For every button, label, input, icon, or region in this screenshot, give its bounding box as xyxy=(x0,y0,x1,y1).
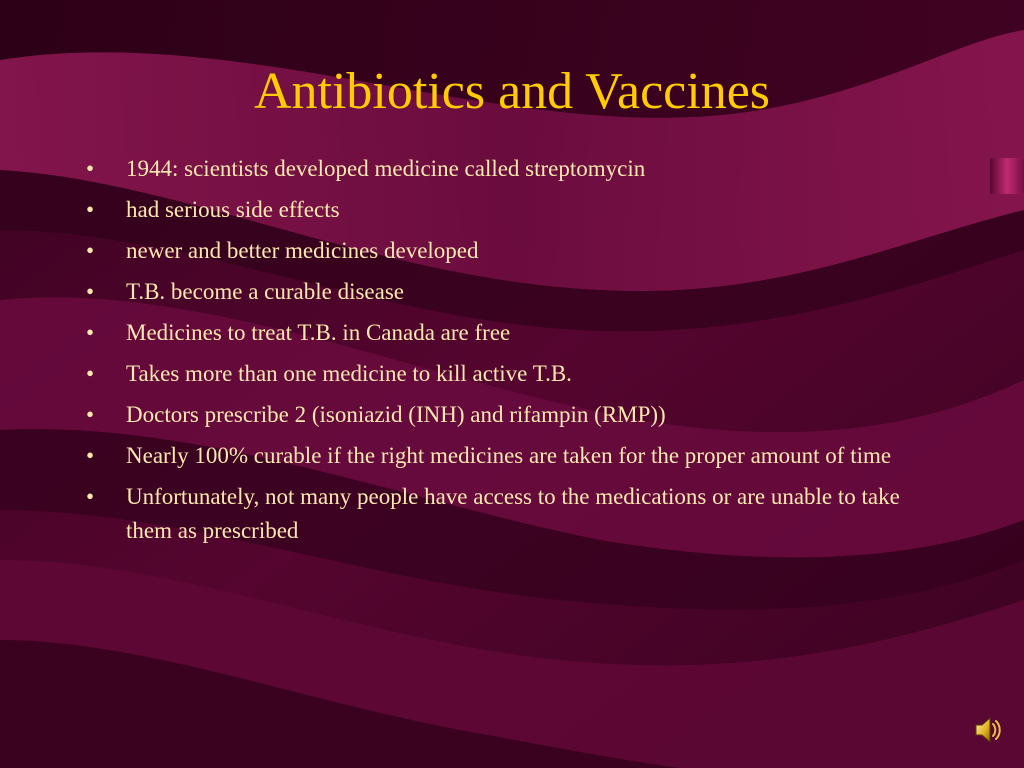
bullet-text: Medicines to treat T.B. in Canada are free xyxy=(126,320,511,345)
bullet-item xyxy=(86,480,926,548)
audio-play-button[interactable] xyxy=(970,712,1006,748)
bullet-text: Nearly 100% curable if the right medicines are taken for the proper amount of time xyxy=(126,443,892,468)
bullet-marker: • xyxy=(86,443,95,468)
bullet-item xyxy=(86,439,926,473)
bullet-marker: • xyxy=(86,197,95,222)
bullet-item xyxy=(86,193,926,227)
bullet-marker: • xyxy=(86,279,95,304)
bullet-marker: • xyxy=(86,361,95,386)
speaker-icon xyxy=(970,712,1006,748)
bullet-item xyxy=(86,316,926,350)
bullet-text: T.B. become a curable disease xyxy=(126,279,404,304)
bullet-text: 1944: scientists developed medicine called streptomycin xyxy=(126,156,646,181)
side-tab-decoration xyxy=(990,158,1024,194)
bullet-marker: • xyxy=(86,156,95,181)
bullet-marker: • xyxy=(86,484,95,509)
bullet-item xyxy=(86,398,926,432)
slide-title: Antibiotics and Vaccines xyxy=(253,63,771,120)
bullet-text: Doctors prescribe 2 (isoniazid (INH) and rifampin (RMP)) xyxy=(126,402,666,427)
bullet-text: Unfortunately, not many people have access to the medications or are unable to take them as prescribed xyxy=(126,484,900,543)
bullet-item xyxy=(86,234,926,268)
bullet-text: Takes more than one medicine to kill active T.B. xyxy=(126,361,572,386)
bullet-marker: • xyxy=(86,402,95,427)
bullet-list xyxy=(86,152,926,555)
bullet-marker: • xyxy=(86,238,95,263)
bullet-text: had serious side effects xyxy=(126,197,340,222)
bullet-item xyxy=(86,152,926,186)
bullet-marker: • xyxy=(86,320,95,345)
bullet-item xyxy=(86,357,926,391)
bullet-item xyxy=(86,275,926,309)
bullet-text: newer and better medicines developed xyxy=(126,238,479,263)
